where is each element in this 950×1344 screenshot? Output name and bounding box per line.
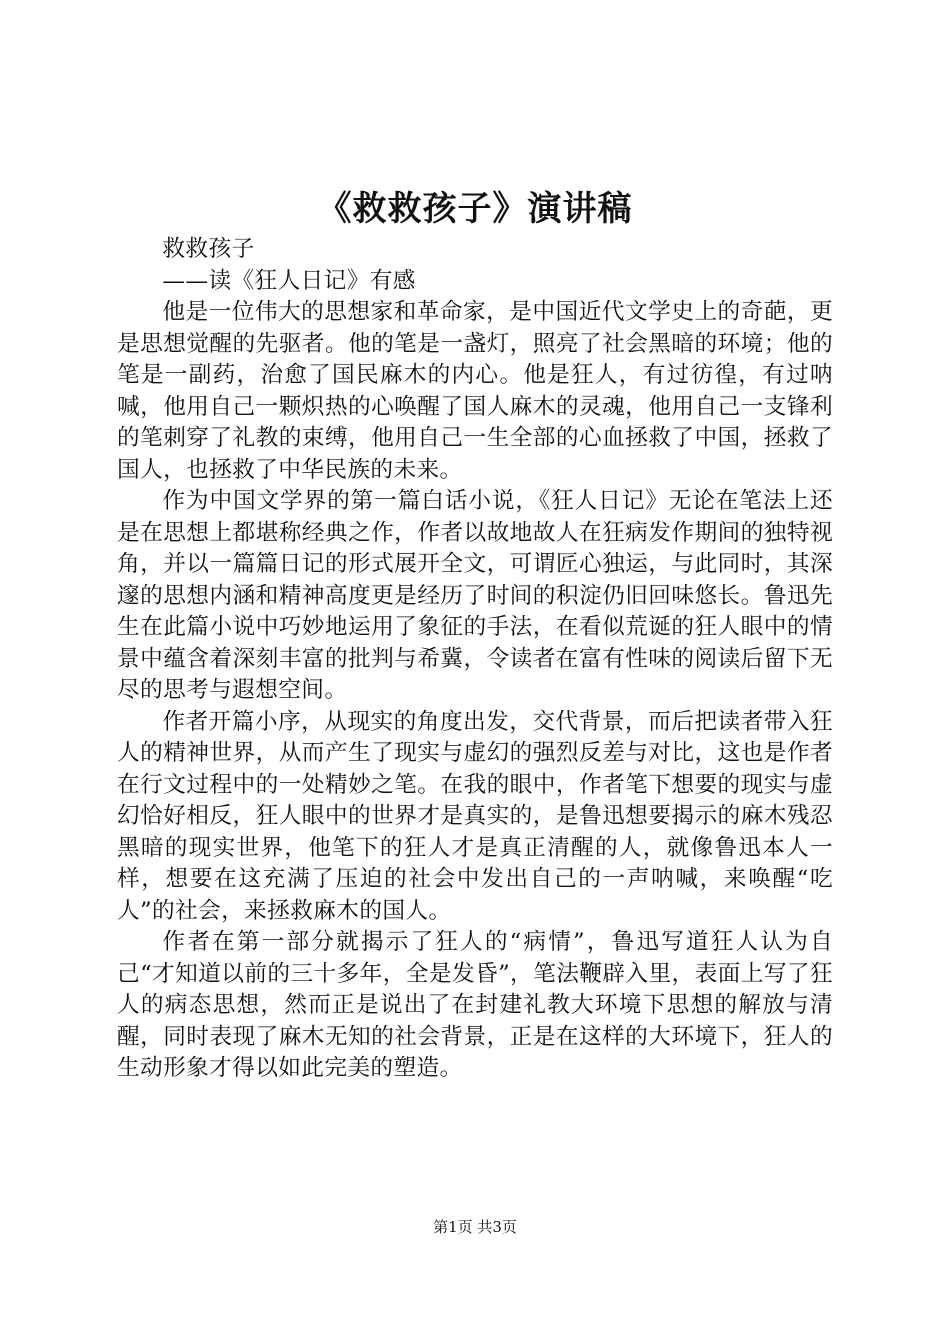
paragraph-4: 作者在第一部分就揭示了狂人的“病情”，鲁迅写道狂人认为自己“才知道以前的三十多年，全是发昏”，笔法鞭辟入里，表面上写了狂人的病态思想，然而正是说出了在封建礼教大环境下思想的解放与清醒，同时表现了麻木无知的社会背景，正是在这样的大环境下，狂人的生动形象才得以如此完美的塑造。 xyxy=(117,929,833,1081)
page-footer: 第1页 共3页 xyxy=(433,1218,517,1236)
subheading-line: ——读《狂人日记》有感 xyxy=(162,267,416,294)
paragraph-1: 他是一位伟大的思想家和革命家，是中国近代文学史上的奇葩，更是思想觉醒的先驱者。他的笔是一盏灯，照亮了社会黑暗的环境；他的笔是一副药，治愈了国民麻木的内心。他是狂人，有过彷徨，有过呐喊，他用自己一颗炽热的心唤醒了国人麻木的灵魂，他用自己一支锋利的笔刺穿了礼教的束缚，他用自己一生全部的心血拯救了中国，拯救了国人，也拯救了中华民族的未来。 xyxy=(117,299,833,483)
document-body xyxy=(117,234,833,1085)
document-title: 《救救孩子》演讲稿 xyxy=(317,189,633,229)
paragraph-3: 作者开篇小序，从现实的角度出发，交代背景，而后把读者带入狂人的精神世界，从而产生了现实与虚幻的强烈反差与对比，这也是作者在行文过程中的一处精妙之笔。在我的眼中，作者笔下想要的现实与虚幻恰好相反，狂人眼中的世界才是真实的，是鲁迅想要揭示的麻木残忍黑暗的现实世界，他笔下的狂人才是真正清醒的人，就像鲁迅本人一样，想要在这充满了压迫的社会中发出自己的一声呐喊，来唤醒“吃人”的社会，来拯救麻木的国人。 xyxy=(117,708,833,924)
paragraph-2: 作为中国文学界的第一篇白话小说，《狂人日记》无论在笔法上还是在思想上都堪称经典之作，作者以故地故人在狂病发作期间的独特视角，并以一篇篇日记的形式展开全文，可谓匠心独运，与此同时，其深邃的思想内涵和精神高度更是经历了时间的积淀仍旧回味悠长。鲁迅先生在此篇小说中巧妙地运用了象征的手法，在看似荒诞的狂人眼中的情景中蕴含着深刻丰富的批判与希冀，令读者在富有性味的阅读后留下无尽的思考与遐想空间。 xyxy=(117,488,833,703)
heading-line: 救救孩子 xyxy=(162,236,255,262)
